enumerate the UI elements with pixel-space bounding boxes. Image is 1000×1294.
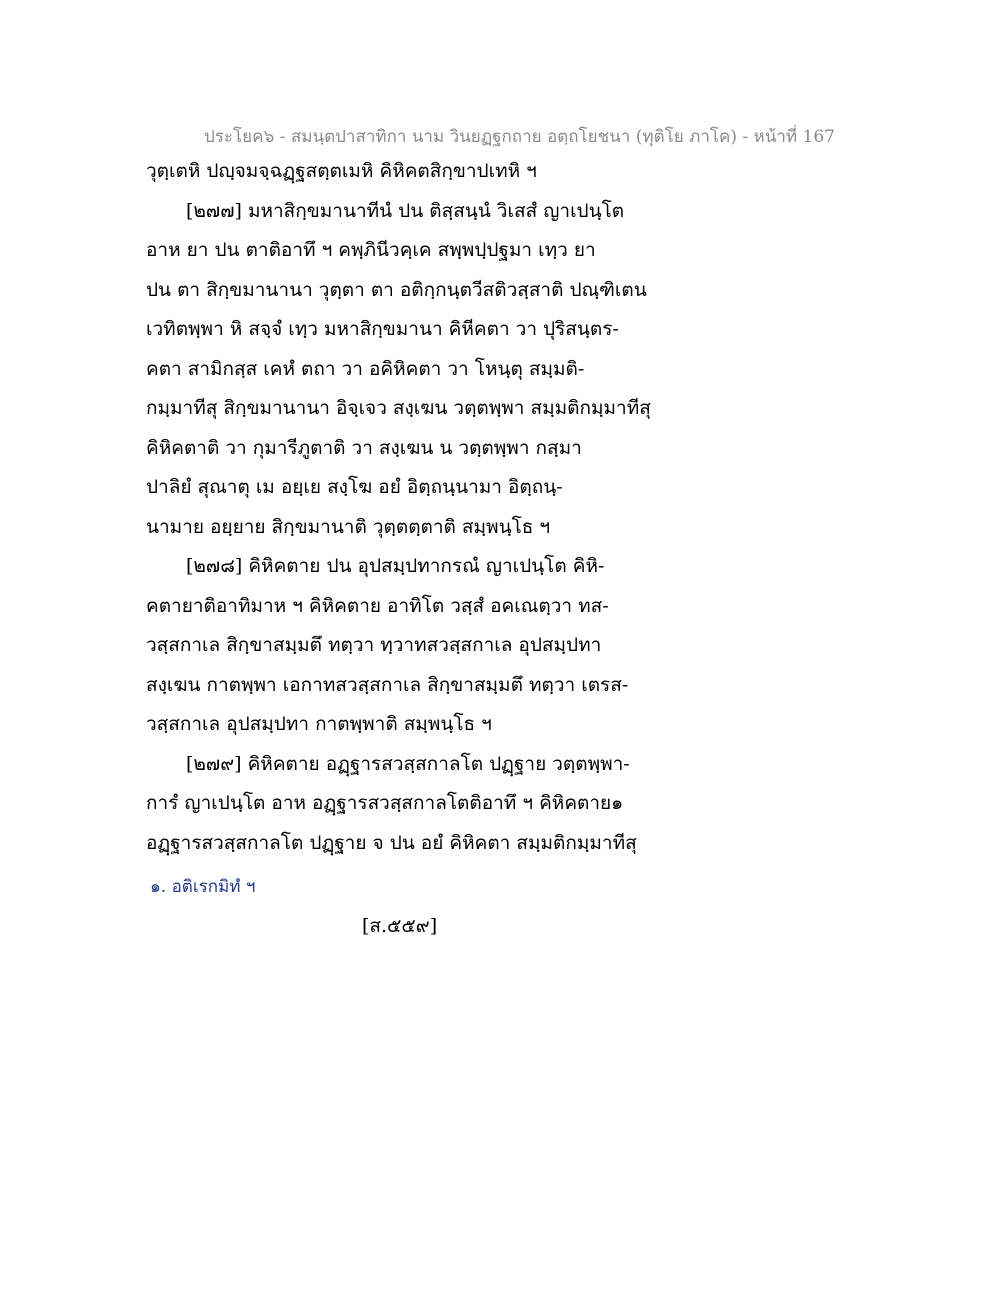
- text-line-12: คตายาติอาทิมาห ฯ คิหิคตาย อาทิโต วสฺสํ อคเณตฺวา ทส-: [146, 594, 609, 617]
- page-header: [204, 123, 835, 150]
- text-line-3: อาห ยา ปน ตาติอาทึ ฯ คพฺภินีวคฺเค สพฺพปฺปฐมา เทฺว ยา: [146, 239, 596, 261]
- body-text: [146, 152, 666, 863]
- page-header-text: ประโยค๖ - สมนฺตปาสาทิกา นาม วินยฏฐกถาย อตฺถโยชนา (ทุติโย ภาโค) - หน้าที่ 167: [204, 127, 835, 147]
- text-line-10: นามาย อยฺยาย สิกฺขมานาติ วุตฺตตฺตาติ สมฺพนฺโธ ฯ: [146, 515, 551, 538]
- text-line-7: กมฺมาทีสุ สิกฺขมานานา อิจฺเจว สงฺเฆน วตฺตพฺพา สมฺมติกมฺมาทีสุ: [146, 397, 651, 419]
- text-line-8: คิหิคตาติ วา กุมารีภูตาติ วา สงฺเฆน น วตฺตพฺพา กสฺมา: [146, 436, 582, 459]
- text-line-5: เวทิตพฺพา หิ สจฺจํ เทฺว มหาสิกฺขมานา คิหีคตา วา ปุริสนฺตร-: [146, 318, 619, 340]
- text-line-18: อฏฺฐารสวสฺสกาลโต ปฏฺฐาย จ ปน อยํ คิหิคตา สมฺมติกมฺมาทีสุ: [146, 831, 637, 854]
- text-line-15: วสฺสกาเล อุปสมฺปทา กาตพฺพาติ สมฺพนฺโธ ฯ: [146, 713, 492, 735]
- text-line-16: [๒๗๙] คิหิคตาย อฏฺฐารสวสฺสกาลโต ปฏฺฐาย วตฺตพฺพา-: [186, 752, 630, 775]
- text-line-13: วสฺสกาเล สิกฺขาสมฺมตึ ทตฺวา ทฺวาทสวสฺสกาเล อุปสมฺปทา: [146, 634, 602, 656]
- text-line-11: [๒๗๘] คิหิคตาย ปน อุปสมฺปทากรณํ ญาเปนฺโต คิหิ-: [186, 555, 605, 577]
- text-line-14: สงฺเฆน กาตพฺพา เอกาทสวสฺสกาเล สิกฺขาสมฺมตึ ทตฺวา เตรส-: [146, 673, 629, 696]
- text-line-17: การํ ญาเปนฺโต อาห อฏฺฐารสวสฺสกาลโตติอาทึ ฯ คิหิคตาย๑: [146, 792, 624, 814]
- text-line-6: คตา สามิกสฺส เคหํ ตถา วา อคิหิคตา วา โหนฺตุ สมฺมติ-: [146, 357, 585, 380]
- text-line-9: ปาลิยํ สุณาตุ เม อยฺเย สงฺโฆ อยํ อิตฺถนฺนามา อิตฺถนฺ-: [146, 476, 563, 498]
- page-reference: [ส.๕๕๙]: [362, 915, 438, 937]
- text-line-4: ปน ตา สิกฺขมานานา วุตฺตา ตา อติกฺกนฺตวีสติวสฺสาติ ปณฺฑิเตน: [146, 278, 647, 301]
- text-line-2: [๒๗๗] มหาสิกฺขมานาทีนํ ปน ติสฺสนฺนํ วิเสสํ ญาเปนฺโต: [186, 199, 625, 222]
- footnote: ๑. อติเรกมิทํ ฯ: [150, 877, 256, 897]
- text-line-1: วุตฺเตหิ ปญฺจมจฺฉฏฺฐสตฺตเมหิ คิหิคตสิกฺขาปเทหิ ฯ: [146, 160, 537, 182]
